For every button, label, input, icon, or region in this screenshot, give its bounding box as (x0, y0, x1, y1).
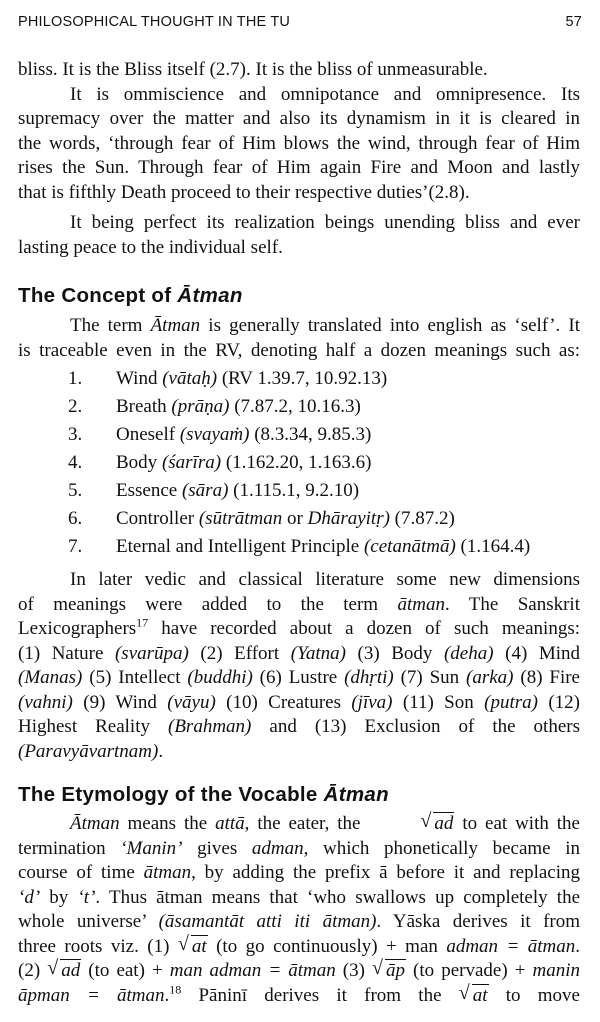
list-item: 3. Oneself (svayaṁ) (8.3.34, 9.85.3) (68, 424, 372, 445)
para4-line: The term Ātman is generally translated into english as ‘self’. It (70, 315, 581, 336)
para3-line: It being perfect its realization beings unending bliss and ever (70, 212, 580, 233)
para6-line: āpman = ātman.$^{18}$ Pāninī derives it from the √ at to move (18, 984, 580, 1009)
heading-term: Ātman (177, 284, 243, 307)
para5-line: Highest Reality (Brahman) and (13) Exclusion of the others (18, 716, 580, 737)
para5-line: (1) Nature (svarūpa) (2) Effort (Yatna) (3) Body (deha) (4) Mind (18, 642, 580, 664)
para2-line: rises the Sun. Through fear of Him again Fire and Moon and lastly (18, 157, 580, 178)
running-header (18, 14, 582, 36)
para5-line: In later vedic and classical literature some new dimensions (70, 569, 580, 590)
para6-line: whole universe’ (āsamantāt atti iti ātman). Yāska derives it from (18, 911, 581, 932)
para2-line: supremacy over the matter and also its dynamism in it is cleared in (18, 108, 580, 129)
para6-line: Ātman means the attā, the eater, the √ ad to eat with the (18, 812, 580, 837)
para5-line: (Paravyāvartnam). (18, 740, 164, 762)
running-title: PHILOSOPHICAL THOUGHT IN THE TU (18, 14, 291, 30)
later-meanings-paragraph (18, 568, 580, 764)
para6-line: (2) √ ad (to eat) + man adman = ātman (3) √ āp (to pervade) + manin (18, 959, 580, 984)
footnote-ref: 18 (169, 982, 182, 997)
para5-line: (vahni) (9) Wind (vāyu) (10) Creatures (jīva) (11) Son (putra) (12) (18, 691, 580, 713)
root-radical: √ at (180, 935, 208, 960)
para5-line: (Manas) (5) Intellect (buddhi) (6) Lustre (dhṛti) (7) Sun (arka) (8) Fire (18, 667, 580, 688)
root-radical: √ at (461, 984, 489, 1009)
page-number: 57 (565, 14, 582, 30)
etymology-paragraph (18, 812, 580, 1008)
para5-line: Lexicographers$^{17}$ have recorded about a dozen of such meanings: (18, 615, 580, 639)
section-heading-concept: The Concept of Ātman (18, 284, 243, 307)
para6-line: ‘d’ by ‘t’. Thus ātman means that ‘who swallows up completely the (18, 886, 581, 908)
root-radical: √ ad (49, 959, 81, 984)
para2-line: the words, ‘through fear of Him blows the wind, through fear of Him (18, 132, 580, 154)
list-item: 2. Breath (prāṇa) (7.87.2, 10.16.3) (68, 396, 361, 417)
para2-line: that is fifthly Death proceed to their respective duties’(2.8). (18, 181, 470, 203)
para6-line: termination ‘Manin’ gives adman, which phonetically became in (18, 837, 580, 859)
footnote-ref: 17 (136, 615, 149, 630)
root-radical: √ ad (370, 812, 454, 837)
list-item: 1. Wind (vātaḥ) (RV 1.39.7, 10.92.13) (68, 368, 388, 389)
concept-intro (18, 314, 580, 363)
para6-line: three roots viz. (1) √ at (to go continuously) + man adman = ātman. (18, 935, 580, 960)
para5-line: of meanings were added to the term ātman. The Sanskrit (18, 593, 580, 615)
heading-term: Ātman (323, 783, 389, 806)
para1-line: bliss. It is the Bliss itself (2.7). It is the bliss of unmeasurable. (18, 59, 488, 80)
list-item: 6. Controller (sūtrātman or Dhārayitṛ) (7.87.2) (68, 508, 455, 529)
para4-line: is traceable even in the RV, denoting half a dozen meanings such as: (18, 339, 580, 361)
list-item: 4. Body (śarīra) (1.162.20, 1.163.6) (68, 452, 372, 473)
para6-line: course of time ātman, by adding the prefix ā before it and replacing (18, 862, 581, 883)
section-heading-etymology: The Etymology of the Vocable Ātman (18, 783, 389, 806)
para2-line: It is ommiscience and omnipotance and omnipresence. Its (70, 83, 580, 105)
list-item: 5. Essence (sāra) (1.115.1, 9.2.10) (68, 480, 360, 501)
list-item: 7. Eternal and Intelligent Principle (cetanātmā) (1.164.4) (68, 536, 531, 557)
root-radical: √ āp (374, 959, 406, 984)
para3-line: lasting peace to the individual self. (18, 236, 283, 258)
intro-paragraphs (18, 58, 580, 260)
